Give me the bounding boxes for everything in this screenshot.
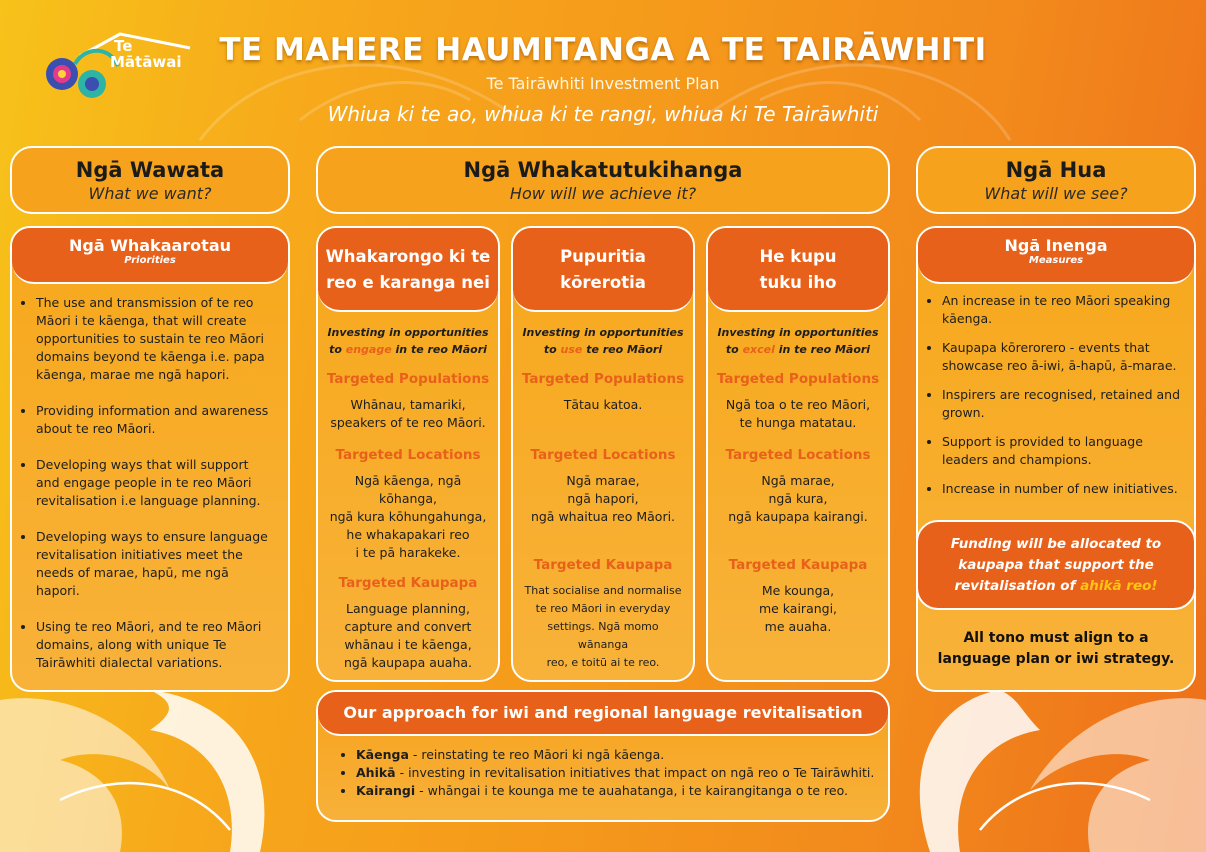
invest-statement — [326, 324, 490, 358]
populations-line: Whānau, tamariki, — [350, 397, 466, 412]
page-subtitle: Te Tairāwhiti Investment Plan — [486, 74, 720, 93]
priorities-header — [12, 228, 288, 284]
tono-line: All tono must align to a — [963, 630, 1149, 646]
locations-line: ngā kura, — [768, 491, 828, 506]
invest-keyword: engage — [345, 343, 392, 356]
logo-line-2: Mātāwai — [110, 53, 182, 71]
approach-list — [318, 746, 888, 800]
targeted-locations-label: Targeted Locations — [725, 447, 871, 463]
tono-line: language plan or iwi strategy. — [937, 651, 1175, 667]
targeted-populations-label: Targeted Populations — [521, 371, 685, 387]
list-item: • Inspirers are recognised, retained and grown. — [942, 386, 1180, 422]
populations-line: Ngā toa o te reo Māori, — [725, 397, 871, 412]
strategy-card-excel — [706, 226, 890, 682]
tono-note — [916, 628, 1196, 670]
approach-term: Ahikā — [356, 765, 396, 780]
funding-text: revitalisation of — [954, 578, 1081, 594]
list-item: • The use and transmission of te reo Māori i te kāenga, that will create opportunities to sustain te reo Māori domains beyond te kāenga i.e. papa kāenga, marae me ngā hapori. — [36, 294, 274, 384]
targeted-kaupapa-label: Targeted Kaupapa — [533, 557, 673, 573]
strategy-card-engage — [316, 226, 500, 682]
invest-line — [521, 341, 685, 358]
invest-line: Investing in opportunities — [717, 326, 879, 339]
invest-suffix: in te reo Māori — [391, 343, 487, 356]
kaupapa-line: Me kounga, — [761, 583, 835, 598]
locations-line: ngā whaitua reo Māori. — [530, 509, 676, 524]
priorities-panel — [10, 226, 290, 692]
measures-subtitle: Measures — [1028, 255, 1084, 266]
measures-header — [918, 228, 1194, 284]
measures-title: Ngā Inenga — [1004, 236, 1108, 255]
card-title-line: reo e karanga nei — [326, 273, 490, 292]
measures-panel — [916, 226, 1196, 692]
populations-line: Tātau katoa. — [563, 397, 643, 412]
approach-desc: - reinstating te reo Māori ki ngā kāenga. — [408, 747, 665, 762]
measures-list — [918, 292, 1194, 498]
card-title-line: He kupu — [759, 247, 837, 266]
invest-line — [716, 341, 880, 358]
kaupapa-line: ngā kaupapa auaha. — [343, 655, 473, 670]
invest-line: Investing in opportunities — [327, 326, 489, 339]
column-title: Ngā Wawata — [75, 158, 225, 182]
column-title: Ngā Hua — [1005, 158, 1107, 182]
approach-title: Our approach for iwi and regional language revitalisation — [318, 692, 888, 736]
funding-highlight: ahikā reo! — [1080, 578, 1158, 594]
approach-term: Kāenga — [356, 747, 409, 762]
funding-line: Funding will be allocated to — [950, 536, 1162, 552]
priorities-list — [12, 294, 288, 672]
page-tagline: Whiua ki te ao, whiua ki te rangi, whiua ki Te Tairāwhiti — [327, 102, 879, 126]
invest-to: to — [543, 343, 561, 356]
priorities-title: Ngā Whakaarotau — [69, 236, 231, 255]
list-item — [356, 764, 888, 782]
card-body — [513, 324, 693, 672]
card-header — [708, 228, 888, 312]
column-header-wawata — [10, 146, 290, 214]
targeted-populations-label: Targeted Populations — [716, 371, 880, 387]
targeted-locations-label: Targeted Locations — [530, 447, 676, 463]
card-body — [708, 324, 888, 636]
funding-callout — [916, 520, 1196, 610]
targeted-kaupapa-label: Targeted Kaupapa — [728, 557, 868, 573]
column-header-whakatutukihanga — [316, 146, 890, 214]
invest-statement — [521, 324, 685, 358]
column-title: Ngā Whakatutukihanga — [463, 158, 743, 182]
page-title: TE MAHERE HAUMITANGA A TE TAIRĀWHITI — [219, 32, 987, 68]
approach-desc: - whāngai i te kounga me te auahatanga, i te kairangitanga o te reo. — [415, 783, 848, 798]
funding-line — [918, 576, 1194, 597]
column-subtitle: What will we see? — [984, 184, 1128, 203]
approach-panel — [316, 690, 890, 822]
list-item: • An increase in te reo Māori speaking kāenga. — [942, 292, 1180, 328]
populations-line: speakers of te reo Māori. — [330, 415, 486, 430]
invest-suffix: in te reo Māori — [774, 343, 871, 356]
kaupapa-line: whānau i te kāenga, — [344, 637, 472, 652]
kaupapa-line: te reo Māori in everyday — [535, 602, 671, 615]
locations-line: he whakapakari reo — [346, 527, 470, 542]
funding-line: kaupapa that support the — [958, 557, 1154, 573]
logo-line-1: Te — [114, 37, 133, 55]
populations-line: te hunga matatau. — [739, 415, 857, 430]
card-title-line: Whakarongo ki te — [325, 247, 491, 266]
column-subtitle: How will we achieve it? — [509, 184, 697, 203]
list-item: • Using te reo Māori, and te reo Māori domains, along with unique Te Tairāwhiti dialectal variations. — [36, 618, 274, 672]
column-subtitle: What we want? — [88, 184, 212, 203]
locations-line: ngā hapori, — [567, 491, 639, 506]
card-title-line: Pupuritia — [560, 247, 646, 266]
card-header — [318, 228, 498, 312]
card-header — [513, 228, 693, 312]
list-item — [356, 746, 888, 764]
invest-suffix: te reo Māori — [582, 343, 663, 356]
targeted-locations-label: Targeted Locations — [335, 447, 481, 463]
page-header — [0, 0, 1206, 140]
kaupapa-line: capture and convert — [344, 619, 472, 634]
invest-line — [326, 341, 490, 358]
column-header-hua — [916, 146, 1196, 214]
list-item: • Providing information and awareness about te reo Māori. — [36, 402, 274, 438]
kaupapa-line: That socialise and normalise — [524, 584, 682, 597]
priorities-subtitle: Priorities — [124, 255, 176, 266]
locations-line: ngā kura kōhungahunga, — [329, 509, 487, 524]
approach-desc: - investing in revitalisation initiatives that impact on ngā reo o Te Tairāwhiti. — [395, 765, 875, 780]
kaupapa-line: me auaha. — [764, 619, 832, 634]
locations-line: ngā kaupapa kairangi. — [728, 509, 868, 524]
card-title-line: kōrerotia — [560, 273, 646, 292]
list-item: • Kaupapa kōrerorero - events that showcase reo ā-iwi, ā-hapū, ā-marae. — [942, 339, 1180, 375]
locations-line: Ngā marae, — [761, 473, 835, 488]
invest-keyword: excel — [742, 343, 775, 356]
invest-line: Investing in opportunities — [522, 326, 684, 339]
list-item: • Support is provided to language leaders and champions. — [942, 433, 1180, 469]
invest-statement — [716, 324, 880, 358]
targeted-kaupapa-label: Targeted Kaupapa — [338, 575, 478, 591]
approach-term: Kairangi — [356, 783, 416, 798]
invest-to: to — [329, 343, 346, 356]
strategy-card-use — [511, 226, 695, 682]
kaupapa-line: reo, e toitū ai te reo. — [546, 656, 660, 669]
targeted-populations-label: Targeted Populations — [326, 371, 490, 387]
kaupapa-line: settings. Ngā momo wānanga — [547, 620, 659, 651]
locations-line: Ngā kāenga, ngā kōhanga, — [354, 473, 462, 506]
list-item: • Increase in number of new initiatives. — [942, 480, 1180, 498]
locations-line: i te pā harakeke. — [355, 545, 461, 560]
card-body — [318, 324, 498, 672]
invest-keyword: use — [560, 343, 583, 356]
list-item: • Developing ways that will support and engage people in te reo Māori revitalisation i.e language planning. — [36, 456, 274, 510]
invest-to: to — [725, 343, 743, 356]
card-title-line: tuku iho — [759, 273, 837, 292]
locations-line: Ngā marae, — [566, 473, 640, 488]
list-item — [356, 782, 888, 800]
kaupapa-line: me kairangi, — [758, 601, 838, 616]
list-item: • Developing ways to ensure language revitalisation initiatives meet the needs of marae, hapū, me ngā hapori. — [36, 528, 274, 600]
kaupapa-line: Language planning, — [346, 601, 470, 616]
